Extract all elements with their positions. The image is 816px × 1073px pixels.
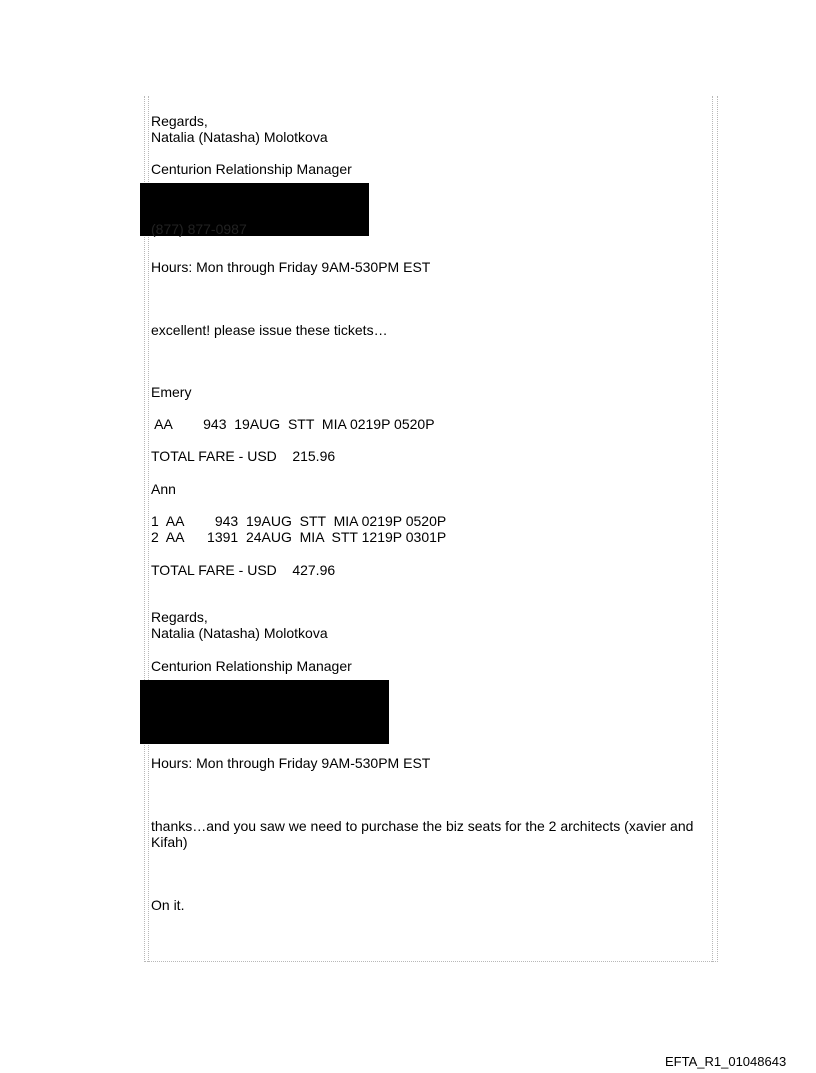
total-fare: TOTAL FARE - USD 215.96 [151, 448, 336, 464]
redaction-box [140, 680, 389, 744]
sender-name: Natalia (Natasha) Molotkova [151, 129, 328, 145]
flight-segment: 1 AA 943 19AUG STT MIA 0219P 0520P [151, 513, 447, 529]
reply-message: excellent! please issue these tickets… [151, 322, 388, 338]
reply-message-continued: Kifah) [151, 834, 188, 850]
passenger-name: Emery [151, 384, 192, 400]
page-frame-bottom [144, 961, 718, 962]
phone-partial: (877) 877-0987 [151, 221, 247, 237]
sender-name: Natalia (Natasha) Molotkova [151, 625, 328, 641]
regards-text: Regards, [151, 609, 208, 625]
total-fare: TOTAL FARE - USD 427.96 [151, 562, 336, 578]
document-id: EFTA_R1_01048643 [665, 1054, 787, 1069]
page-frame-right [712, 96, 718, 962]
hours-text: Hours: Mon through Friday 9AM-530PM EST [151, 755, 431, 771]
reply-message: On it. [151, 897, 185, 913]
flight-segment: 2 AA 1391 24AUG MIA STT 1219P 0301P [151, 529, 447, 545]
sender-title: Centurion Relationship Manager [151, 658, 352, 674]
hours-text: Hours: Mon through Friday 9AM-530PM EST [151, 259, 431, 275]
passenger-name: Ann [151, 481, 176, 497]
flight-segment: AA 943 19AUG STT MIA 0219P 0520P [151, 416, 435, 432]
regards-text: Regards, [151, 113, 208, 129]
sender-title: Centurion Relationship Manager [151, 161, 352, 177]
reply-message: thanks…and you saw we need to purchase the biz seats for the 2 architects (xavier and [151, 818, 694, 834]
